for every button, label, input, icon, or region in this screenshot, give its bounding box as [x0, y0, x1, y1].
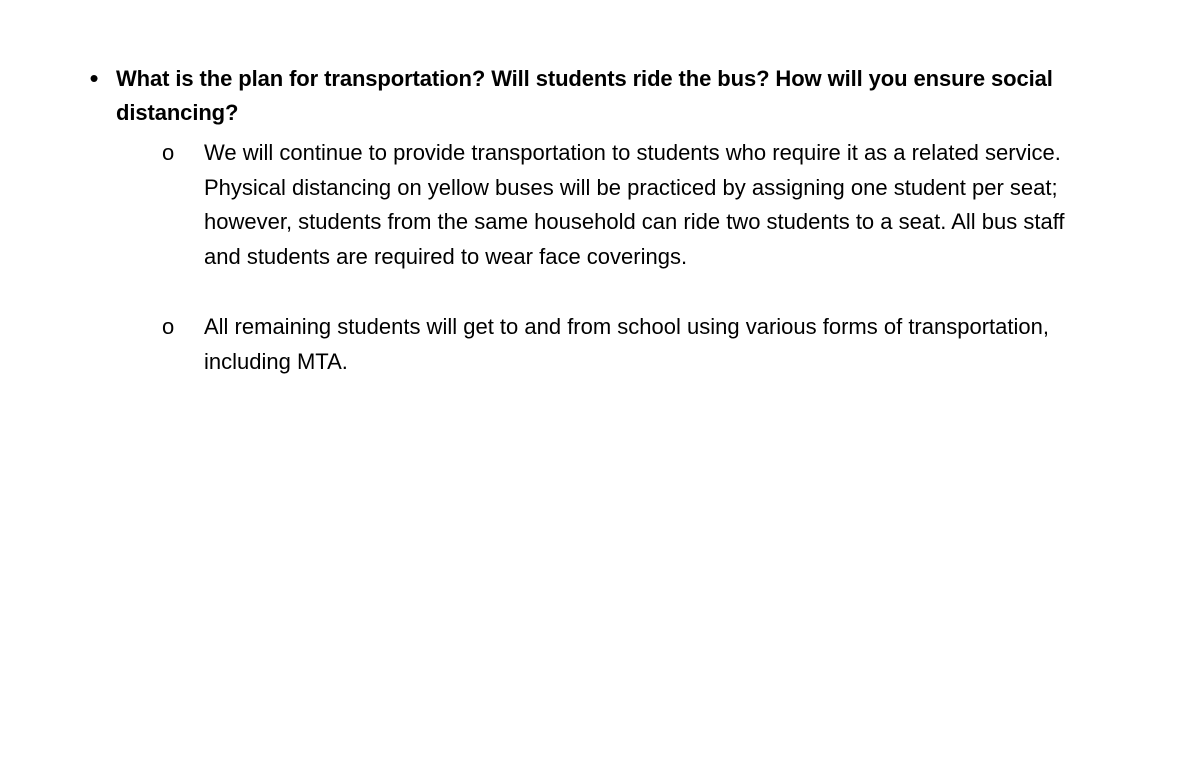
bullet-icon: • — [89, 63, 99, 93]
sub-bullet-icon: o — [162, 314, 175, 339]
sub-bullet-icon: o — [162, 140, 175, 165]
answer-text: We will continue to provide transportation to students who require it as a related service. Physical distancing on yellow buses will be practiced by assigning one student per seat; however, students from the same household can ride two students to a seat. All bus staff and students are required to wear face coverings. — [204, 140, 1065, 269]
question-text: What is the plan for transportation? Will students ride the bus? How will you ensure social distancing? — [116, 66, 1053, 125]
answer-text: All remaining students will get to and from school using various forms of transportation, including MTA. — [204, 314, 1049, 374]
